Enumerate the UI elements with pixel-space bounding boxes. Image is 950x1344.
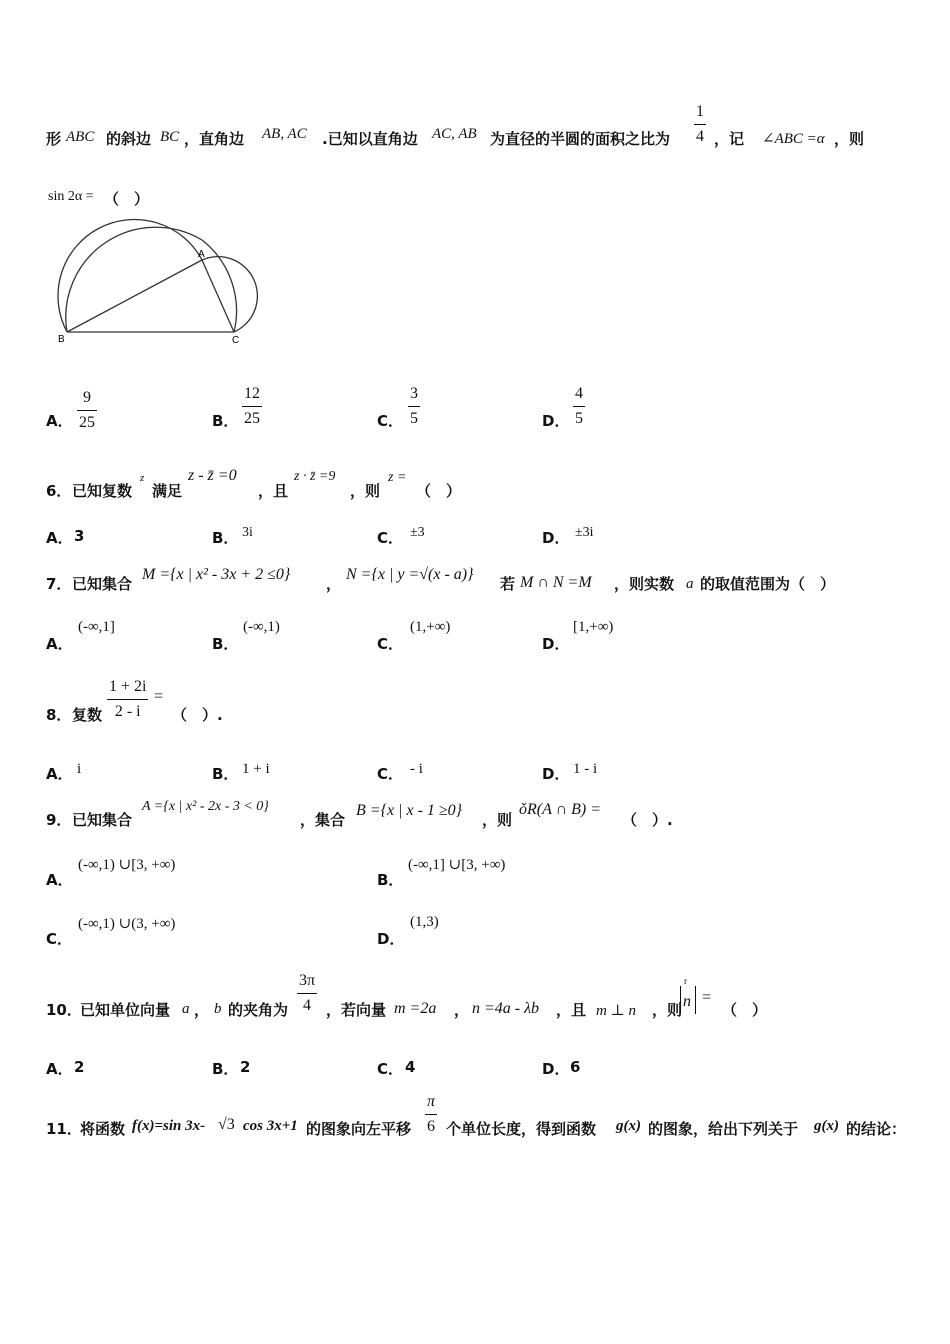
q5-ratio-num: 1 xyxy=(696,103,704,120)
q5-option-a-label[interactable]: A． xyxy=(46,412,73,430)
q10-option-a-value[interactable]: 2 xyxy=(74,1058,85,1076)
q10-number: 10． xyxy=(46,1001,82,1019)
q5-option-b-label[interactable]: B． xyxy=(212,412,239,430)
q11-number: 11． xyxy=(46,1120,82,1138)
q7-set-n: N ={x | y =√(x - a)} xyxy=(346,566,474,583)
q9-text-4: （ ）. xyxy=(622,811,673,829)
q6-option-b-value[interactable]: 3i xyxy=(242,525,253,540)
q6-option-d-label[interactable]: D． xyxy=(542,529,570,547)
q5-text-6: ，记 xyxy=(714,130,745,148)
q7-number: 7． xyxy=(46,575,72,593)
q10-option-b-value[interactable]: 2 xyxy=(240,1058,251,1076)
q9-option-d-value[interactable]: (1,3) xyxy=(410,914,439,930)
label-b: B xyxy=(58,334,65,345)
q5-text-2: 的斜边 xyxy=(106,130,152,148)
fraction-bar xyxy=(573,406,585,407)
q9-option-a-value[interactable]: (-∞,1) ∪[3, +∞) xyxy=(78,857,176,873)
q7-text-1: 已知集合 xyxy=(72,575,133,593)
q5-triangle-abc: ABC xyxy=(66,129,95,145)
label-a: A xyxy=(198,249,205,260)
q6-cond-1: z - z̄ =0 xyxy=(188,467,237,484)
q10-a: a xyxy=(182,1001,190,1017)
fraction-bar xyxy=(297,993,317,994)
q6-option-b-label[interactable]: B． xyxy=(212,529,239,547)
q8-fraction xyxy=(107,677,148,722)
q5-option-b-num: 12 xyxy=(244,385,260,402)
q11-function-f-2: cos 3x+1 xyxy=(243,1118,298,1134)
q7-option-a-value[interactable]: (-∞,1] xyxy=(78,619,115,635)
q10-n: n =4a - λb xyxy=(472,1000,540,1017)
q9-option-c-value[interactable]: (-∞,1) ∪(3, +∞) xyxy=(78,916,176,932)
q5-ask-paren: （ ） xyxy=(104,190,150,208)
q11-sqrt3: √3 xyxy=(218,1116,235,1133)
semicircle-ab xyxy=(58,220,202,333)
q8-frac-den: 2 - i xyxy=(114,703,141,720)
q7-option-b-label[interactable]: B． xyxy=(212,635,239,653)
q10-option-c-label[interactable]: C． xyxy=(377,1060,404,1078)
q7-set-m: M ={x | x² - 3x + 2 ≤0} xyxy=(142,566,291,583)
q11-function-g-2: g(x) xyxy=(814,1118,839,1134)
q11-function-f: f(x)=sin 3x- xyxy=(132,1118,206,1134)
q5-option-d-label[interactable]: D． xyxy=(542,412,570,430)
q5-text-5: 为直径的半圆的面积之比为 xyxy=(490,130,671,148)
q9-option-c-label[interactable]: C． xyxy=(46,930,73,948)
q5-ratio-fraction xyxy=(694,102,706,147)
q5-option-c-den: 5 xyxy=(410,410,418,427)
q10-text-3: ，若向量 xyxy=(326,1001,387,1019)
q6-z: z xyxy=(140,472,145,484)
q9-number: 9． xyxy=(46,811,72,829)
fraction-bar xyxy=(242,406,262,407)
q9-option-a-label[interactable]: A． xyxy=(46,871,73,889)
q6-text-1: 已知复数 xyxy=(72,482,133,500)
q10-abs-n: n xyxy=(683,993,691,1010)
q5-option-b-den: 25 xyxy=(244,410,260,427)
q5-option-c-fraction[interactable] xyxy=(408,384,420,429)
q5-angle: ∠ABC =α xyxy=(762,131,825,147)
q11-text-2: 的图象向左平移 xyxy=(306,1120,412,1138)
q11-text-5: 的结论： xyxy=(846,1120,907,1138)
q7-option-d-label[interactable]: D． xyxy=(542,635,570,653)
q8-number: 8． xyxy=(46,706,72,724)
semicircle-ac xyxy=(202,257,257,332)
q10-option-a-label[interactable]: A． xyxy=(46,1060,73,1078)
q10-angle-den: 4 xyxy=(303,997,312,1014)
q8-option-b-label[interactable]: B． xyxy=(212,765,239,783)
outer-arc xyxy=(66,227,202,332)
q11-shift-num: π xyxy=(427,1093,436,1110)
q10-b: b xyxy=(214,1001,222,1017)
q11-text-3: 个单位长度，得到函数 xyxy=(446,1120,597,1138)
q10-text-6: ，则 xyxy=(652,1001,683,1019)
q10-perp: m ⊥ n xyxy=(596,1003,636,1019)
q8-option-b-value[interactable]: 1 + i xyxy=(242,761,270,777)
q5-text-4: .已知以直角边 xyxy=(322,130,418,148)
q8-text-2: （ ）. xyxy=(172,706,223,724)
q6-option-d-value[interactable]: ±3i xyxy=(575,525,594,540)
q10-equals: = xyxy=(702,989,712,1006)
segment-ab xyxy=(67,260,202,332)
fraction-bar xyxy=(107,699,148,700)
q7-option-d-value[interactable]: [1,+∞) xyxy=(573,619,614,635)
outer-arc-right xyxy=(202,240,237,332)
q8-option-a-label[interactable]: A． xyxy=(46,765,73,783)
q6-cond-2: z · z̄ =9 xyxy=(294,469,336,484)
q5-option-c-label[interactable]: C． xyxy=(377,412,404,430)
q7-text-2: ， xyxy=(326,575,342,593)
q10-angle-fraction xyxy=(297,971,317,1016)
q6-option-c-value[interactable]: ±3 xyxy=(410,525,425,540)
q10-option-c-value[interactable]: 4 xyxy=(405,1058,416,1076)
q11-shift-den: 6 xyxy=(427,1118,435,1135)
q10-text-5: ，且 xyxy=(556,1001,587,1019)
q6-paren: （ ） xyxy=(416,482,462,500)
q10-text-2: 的夹角为 xyxy=(228,1001,289,1019)
q8-option-d-value[interactable]: 1 - i xyxy=(573,761,598,777)
q9-text-2: ，集合 xyxy=(300,811,346,829)
q5-figure-semicircles xyxy=(52,218,264,346)
q5-ask-expr: sin 2α = xyxy=(48,189,94,204)
q5-option-c-num: 3 xyxy=(410,385,418,402)
q11-text-4: 的图象，给出下列关于 xyxy=(648,1120,799,1138)
q6-option-a-value[interactable]: 3 xyxy=(74,527,85,545)
q7-option-b-value[interactable]: (-∞,1) xyxy=(243,619,280,635)
q8-text-1: 复数 xyxy=(72,706,103,724)
q11-text-1: 将函数 xyxy=(80,1120,126,1138)
q5-option-a-den: 25 xyxy=(79,414,95,431)
q5-text-3: ，直角边 xyxy=(184,130,245,148)
q5-legs-2: AC, AB xyxy=(432,126,477,142)
q9-option-b-label[interactable]: B． xyxy=(377,871,404,889)
q9-set-b: B ={x | x - 1 ≥0} xyxy=(356,802,463,819)
q9-text-1: 已知集合 xyxy=(72,811,133,829)
q7-a: a xyxy=(686,576,694,592)
q6-text-3: ，且 xyxy=(258,482,289,500)
q5-option-b-fraction[interactable] xyxy=(242,384,262,429)
q9-complement-expr: ǒR(A ∩ B) = xyxy=(519,801,602,818)
q7-condition: M ∩ N =M xyxy=(520,574,592,591)
q9-text-3: ，则 xyxy=(482,811,513,829)
q10-m: m =2a xyxy=(394,1000,437,1017)
segment-ac xyxy=(202,260,234,332)
q8-option-d-label[interactable]: D． xyxy=(542,765,570,783)
q11-function-g: g(x) xyxy=(616,1118,641,1134)
q5-text-7: ，则 xyxy=(834,130,865,148)
q5-option-d-fraction[interactable] xyxy=(573,384,585,429)
q9-set-a: A ={x | x² - 2x - 3 < 0} xyxy=(142,799,269,814)
q10-text-1: 已知单位向量 xyxy=(80,1001,171,1019)
fraction-bar xyxy=(77,410,97,411)
fraction-bar xyxy=(425,1114,437,1115)
q10-paren: （ ） xyxy=(722,1001,768,1019)
q6-number: 6． xyxy=(46,482,72,500)
q8-frac-num: 1 + 2i xyxy=(109,678,147,695)
q5-option-a-num: 9 xyxy=(83,389,91,406)
q11-shift-fraction xyxy=(425,1092,437,1137)
q5-option-a-fraction[interactable] xyxy=(77,388,97,433)
fraction-bar xyxy=(694,124,706,125)
q8-equals: = xyxy=(154,688,164,705)
q9-option-d-label[interactable]: D． xyxy=(377,930,405,948)
q5-legs: AB, AC xyxy=(262,126,307,142)
q10-option-d-value[interactable]: 6 xyxy=(570,1058,581,1076)
q5-hypotenuse: BC xyxy=(160,129,180,145)
q7-text-4: ，则实数 xyxy=(614,575,675,593)
q10-option-b-label[interactable]: B． xyxy=(212,1060,239,1078)
q9-option-b-value[interactable]: (-∞,1] ∪[3, +∞) xyxy=(408,857,506,873)
q6-option-c-label[interactable]: C． xyxy=(377,529,404,547)
q5-ratio-den: 4 xyxy=(696,128,704,145)
q10-angle-num: 3π xyxy=(299,972,316,989)
q8-option-c-label[interactable]: C． xyxy=(377,765,404,783)
q6-text-2: 满足 xyxy=(152,482,183,500)
label-c: C xyxy=(232,335,240,346)
q6-text-4: ，则 xyxy=(350,482,381,500)
q10-option-d-label[interactable]: D． xyxy=(542,1060,570,1078)
q8-option-c-value[interactable]: - i xyxy=(410,761,423,777)
q7-option-c-value[interactable]: (1,+∞) xyxy=(410,619,451,635)
q7-text-3: 若 xyxy=(500,575,516,593)
q5-option-d-den: 5 xyxy=(575,410,583,427)
q7-text-5: 的取值范围为（ ） xyxy=(700,575,836,593)
q6-ask: z = xyxy=(388,470,407,485)
q7-option-a-label[interactable]: A． xyxy=(46,635,73,653)
q10-text-4: ， xyxy=(454,1001,470,1019)
q8-option-a-value[interactable]: i xyxy=(77,761,82,777)
q10-sep: ， xyxy=(194,1001,210,1019)
q7-option-c-label[interactable]: C． xyxy=(377,635,404,653)
q5-text-1: 形 xyxy=(46,130,62,148)
q10-vector-arrow: r xyxy=(684,976,687,986)
q6-option-a-label[interactable]: A． xyxy=(46,529,73,547)
fraction-bar xyxy=(408,406,420,407)
q5-option-d-num: 4 xyxy=(575,385,583,402)
